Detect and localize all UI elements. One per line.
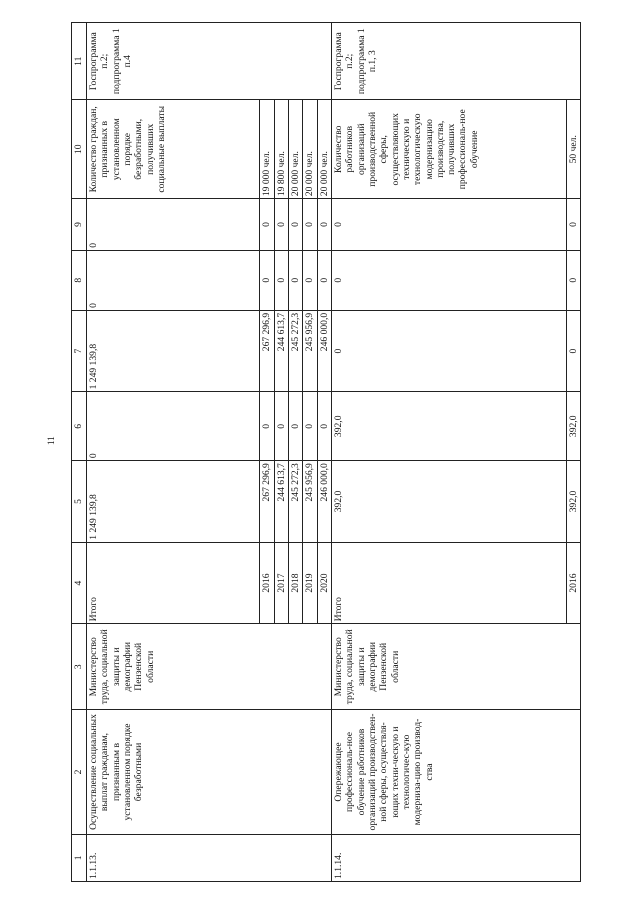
total-value: 0 (333, 222, 344, 227)
value-cell: 245 956,9 (303, 311, 317, 392)
value-cell: 0 (274, 251, 288, 310)
amount-column (87, 392, 332, 461)
indicator-value: 19 800 чел. (274, 100, 288, 198)
value-cell: 245 272,3 (289, 311, 303, 392)
amount-column (332, 392, 581, 461)
amount-column (87, 199, 332, 251)
year-column (332, 542, 581, 624)
col-header: 6 (72, 392, 87, 461)
col-header: 4 (72, 542, 87, 624)
total-label: Итого (88, 597, 99, 622)
col-header: 5 (72, 461, 87, 543)
total-value: 1 249 139,8 (88, 494, 99, 540)
total-value: 0 (333, 348, 344, 354)
year-cell: 2017 (274, 543, 288, 624)
indicator-value: 50 чел. (566, 100, 580, 198)
indicator-value: 20 000 чел. (317, 100, 331, 198)
indicator-value: 20 000 чел. (303, 100, 317, 198)
value-cell: 0 (260, 392, 274, 460)
indicator-column (87, 100, 332, 199)
indicator-value: 20 000 чел. (289, 100, 303, 198)
year-cell: 2020 (317, 543, 331, 624)
value-cell: 244 613,7 (274, 311, 288, 392)
row-number: 1.1.14. (332, 834, 581, 881)
amount-column (332, 310, 581, 392)
total-value: 1 249 139,8 (88, 343, 99, 390)
amount-column (332, 461, 581, 543)
value-cell: 0 (303, 251, 317, 310)
table-row (332, 23, 581, 882)
indicator-text: Количество работников организаций производственной сферы, осуществляющих техническую и технологическую модернизацию производства, получивших профессиональ-ное обучение (333, 109, 480, 190)
amount-column (332, 250, 581, 310)
value-cell: 392,0 (566, 392, 580, 460)
year-cell: 2019 (303, 543, 317, 624)
value-cell: 0 (317, 392, 331, 460)
measure-name: Осуществление социальных выплат гражданам, признанным в установленном порядке безработными (87, 710, 332, 835)
row-number: 1.1.13. (87, 834, 332, 881)
value-cell: 0 (566, 251, 580, 310)
measure-name: Опережающее профессиональ-ное обучение работников организаций производствен-ной сферы, осуществля-ющих техни-ческую и технологичес-кую модерниза-цию производ-ства (332, 710, 581, 835)
year-cell: 2018 (289, 543, 303, 624)
executor: Министерство труда, социальной защиты и демографии Пензенской области (332, 624, 581, 710)
value-cell: 0 (566, 311, 580, 392)
total-value: 0 (88, 242, 99, 248)
value-cell: 0 (317, 199, 331, 250)
value-cell: 0 (303, 199, 317, 250)
total-value: 0 (88, 303, 99, 308)
program-reference: Госпрограмма п.2; подпрограмма 1 п.1, 3 (332, 23, 581, 100)
page-number: 11 (46, 436, 56, 445)
value-cell: 0 (260, 251, 274, 310)
value-cell: 246 000,0 (317, 461, 331, 542)
value-cell: 246 000,0 (317, 311, 331, 392)
program-reference: Госпрограмма п.2; подпрограмма 1 п.4 (87, 23, 332, 100)
amount-column (87, 310, 332, 392)
year-column (87, 542, 332, 624)
executor: Министерство труда, социальной защиты и демографии Пензенской области (87, 624, 332, 710)
value-cell: 0 (260, 199, 274, 250)
col-header: 7 (72, 310, 87, 392)
total-value: 392,0 (333, 415, 344, 438)
total-value: 0 (88, 453, 99, 459)
value-cell: 0 (566, 199, 580, 250)
header-row (72, 23, 87, 882)
value-cell: 0 (289, 392, 303, 460)
col-header: 1 (72, 834, 87, 881)
amount-column (332, 199, 581, 251)
total-label: Итого (333, 597, 344, 622)
table-row (87, 23, 332, 882)
indicator-value: 19 000 чел. (260, 100, 274, 198)
value-cell: 245 956,9 (303, 461, 317, 542)
indicator-column (332, 100, 581, 199)
total-value: 392,0 (333, 490, 344, 513)
value-cell: 267 296,9 (260, 311, 274, 392)
indicator-text: Количество граждан, признанных в установленном порядке безработными, получивших социальные выплаты (88, 105, 167, 193)
value-cell: 0 (303, 392, 317, 460)
col-header: 2 (72, 710, 87, 835)
total-value: 0 (333, 277, 344, 283)
amount-column (87, 461, 332, 543)
value-cell: 0 (289, 251, 303, 310)
value-cell: 0 (317, 251, 331, 310)
col-header: 3 (72, 624, 87, 710)
value-cell: 245 272,3 (289, 461, 303, 542)
value-cell: 267 296,9 (260, 461, 274, 542)
col-header: 9 (72, 199, 87, 251)
col-header: 8 (72, 250, 87, 310)
value-cell: 0 (289, 199, 303, 250)
col-header: 10 (72, 100, 87, 199)
value-cell: 392,0 (566, 461, 580, 542)
value-cell: 0 (274, 392, 288, 460)
value-cell: 0 (274, 199, 288, 250)
year-cell: 2016 (566, 543, 580, 624)
rotated-table-container (71, 22, 581, 882)
year-cell: 2016 (260, 543, 274, 624)
value-cell: 244 613,7 (274, 461, 288, 542)
col-header: 11 (72, 23, 87, 100)
amount-column (87, 250, 332, 310)
program-table (71, 22, 581, 882)
